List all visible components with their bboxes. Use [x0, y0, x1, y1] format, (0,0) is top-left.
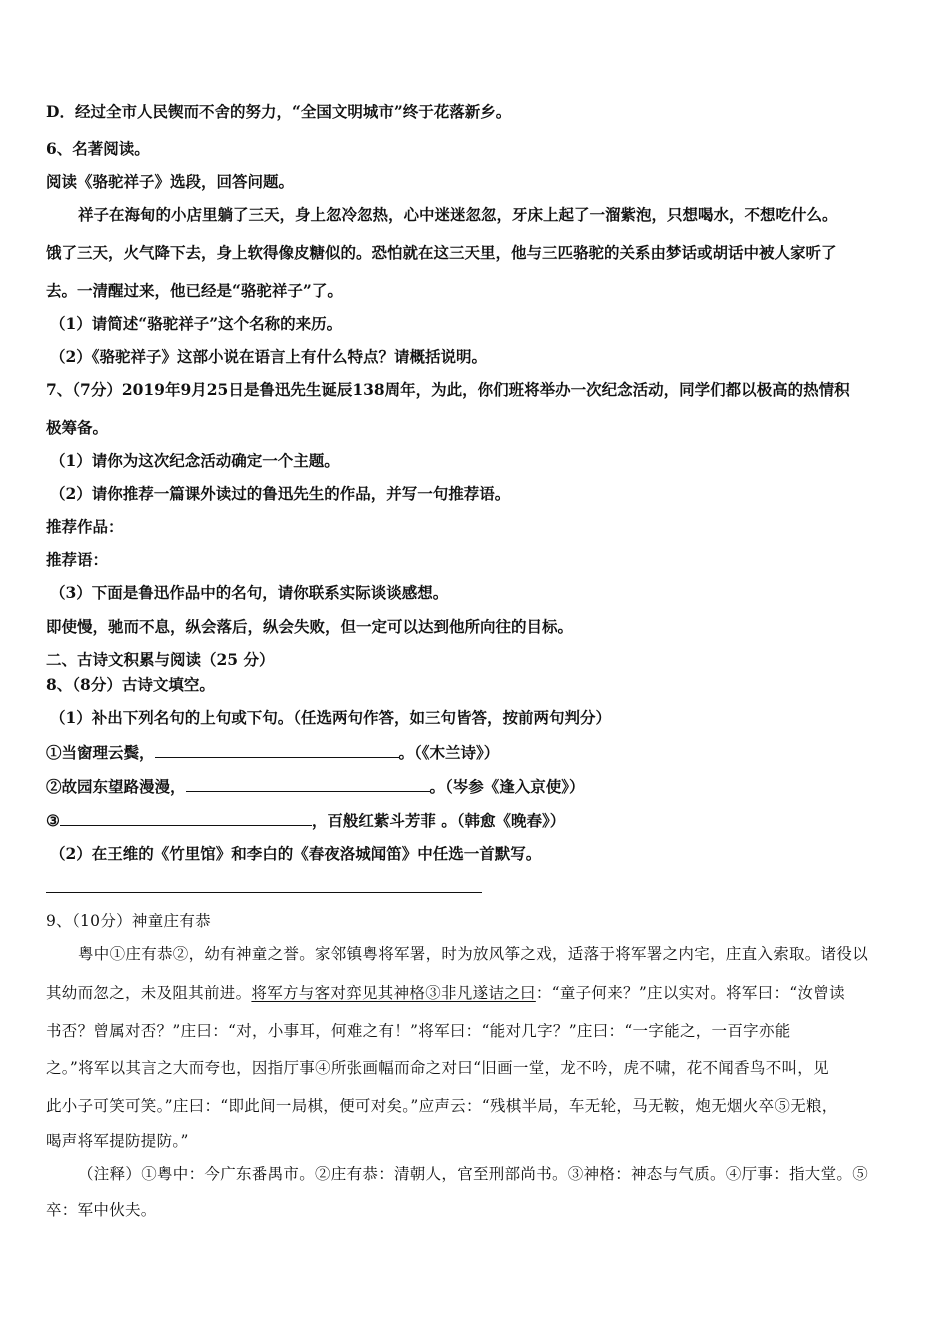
classical-text-line-4: 之。”将军以其言之大而夸也，因指厅事④所张画幅而命之对曰“旧画一堂，龙不吟，虎不啸，花不闻香鸟不叫，见 [46, 1059, 829, 1077]
question-8-1: （1）补出下列名句的上句或下句。（任选两句作答，如三句皆答，按前两句判分） [50, 708, 612, 727]
option-d [46, 102, 511, 122]
fill-item-2-prompt: ②故园东望路漫漫， [46, 777, 186, 796]
annotation-line-1: （注释）①粤中：今广东番禺市。②庄有恭：清朝人，官至刑部尚书。③神格：神态与气质。④厅事：指大堂。⑤ [78, 1165, 869, 1183]
question-6-1: （1）请简述“骆驼祥子”这个名称的来历。 [50, 314, 343, 333]
passage-line-3: 去。一清醒过来，他已经是“骆驼祥子”了。 [46, 281, 343, 300]
question-7-3: （3）下面是鲁迅作品中的名句，请你联系实际谈谈感想。 [50, 583, 449, 602]
fill-item-2 [46, 775, 585, 797]
option-d-label: D． [46, 102, 75, 121]
answer-blank-3[interactable] [60, 809, 312, 826]
classical-text-line-2-start: 其幼而忽之，未及阻其前进。 [46, 984, 252, 1002]
lu-xun-quote: 即使慢，驰而不息，纵会落后，纵会失败，但一定可以达到他所向往的目标。 [46, 617, 574, 636]
fill-item-1-source: 。（《木兰诗》） [398, 743, 500, 762]
fill-item-1-prompt: ①当窗理云鬓， [46, 743, 155, 762]
annotation-line-2: 卒：军中伙夫。 [46, 1201, 157, 1219]
question-8-title: 8、（8分）古诗文填空。 [46, 675, 215, 694]
question-7-title: 7、（7分）2019年9月25日是鲁迅先生诞辰138周年，为此，你们班将举办一次纪念活动，同学们都以极高的热情积 [46, 380, 850, 399]
classical-text-line-5: 此小子可笑可笑。”庄曰：“即此间一局棋，便可对矣。”应声云：“残棋半局，车无轮，马无鞍，炮无烟火卒⑤无粮， [46, 1097, 838, 1115]
classical-text-line-2-end: ：“童子何来？”庄以实对。将军曰：“汝曾读 [535, 984, 845, 1002]
question-8-2: （2）在王维的《竹里馆》和李白的《春夜洛城闻笛》中任选一首默写。 [50, 844, 542, 863]
classical-text-line-6: 喝声将军提防提防。” [46, 1132, 189, 1150]
classical-text-line-2 [46, 983, 845, 1003]
answer-blank-2[interactable] [186, 775, 430, 792]
fill-item-3-source: ，百般红紫斗芳菲 。（韩愈《晚春》） [311, 811, 566, 830]
question-7-title-cont: 极筹备。 [46, 418, 109, 437]
classical-text-line-1: 粤中①庄有恭②，幼有神童之誉。家邻镇粤将军署，时为放风筝之戏，适落于将军署之内宅，庄直入索取。诸役以 [78, 945, 869, 963]
fill-item-3-number: ③ [46, 811, 60, 830]
question-6-2: （2）《骆驼祥子》这部小说在语言上有什么特点？请概括说明。 [50, 347, 488, 366]
question-6-title: 6、名著阅读。 [46, 139, 150, 158]
reading-instruction: 阅读《骆驼祥子》选段，回答问题。 [46, 172, 295, 191]
passage-line-1: 祥子在海甸的小店里躺了三天，身上忽冷忽热，心中迷迷忽忽，牙床上起了一溜紫泡，只想喝水，不想吃什么。 [78, 205, 838, 224]
option-d-text: 经过全市人民锲而不舍的努力，“全国文明城市”终于花落新乡。 [74, 102, 512, 121]
section-2-heading: 二、古诗文积累与阅读（25 分） [46, 650, 275, 669]
passage-line-2: 饿了三天，火气降下去，身上软得像皮糖似的。恐怕就在这三天里，他与三匹骆驼的关系由梦话或胡话中被人家听了 [46, 243, 837, 262]
question-9-title: 9、（10分）神童庄有恭 [46, 912, 211, 930]
answer-line[interactable] [46, 892, 482, 893]
recommended-work-label: 推荐作品： [46, 517, 124, 536]
fill-item-3 [46, 809, 565, 831]
classical-text-line-3: 书否？曾属对否？”庄曰：“对，小事耳，何难之有！”将军曰：“能对几字？”庄曰：“一字能之，一百字亦能 [46, 1022, 791, 1040]
underlined-sentence: 将军方与客对弈见其神格③非凡遂诘之曰 [251, 984, 536, 1002]
answer-blank-1[interactable] [155, 741, 399, 758]
fill-item-1 [46, 741, 499, 763]
fill-item-2-source: 。（岑参《逢入京使》） [429, 777, 585, 796]
question-7-1: （1）请你为这次纪念活动确定一个主题。 [50, 451, 340, 470]
question-7-2: （2）请你推荐一篇课外读过的鲁迅先生的作品，并写一句推荐语。 [50, 484, 511, 503]
recommendation-label: 推荐语： [46, 550, 109, 569]
